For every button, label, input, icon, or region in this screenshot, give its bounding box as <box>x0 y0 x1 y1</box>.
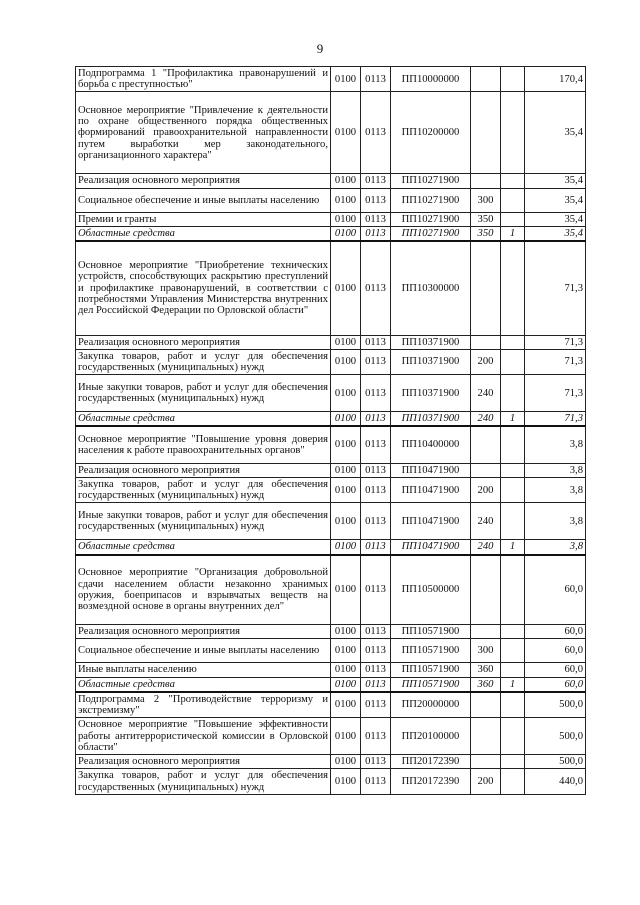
row-csr-code: ПП10471900 <box>391 540 471 555</box>
row-name: Закупка товаров, работ и услуг для обеспечения государственных (муниципальных) нужд <box>76 349 331 374</box>
row-gr-code: 0100 <box>331 241 361 335</box>
table-row <box>76 463 586 477</box>
row-kind-code <box>501 426 525 463</box>
table-row <box>76 226 586 241</box>
row-csr-code: ПП10471900 <box>391 478 471 503</box>
row-vr-code <box>471 241 501 335</box>
row-sum: 3,8 <box>525 463 586 477</box>
row-sum: 60,0 <box>525 555 586 625</box>
row-vr-code: 200 <box>471 349 501 374</box>
row-kind-code <box>501 663 525 677</box>
row-sum: 500,0 <box>525 755 586 769</box>
row-vr-code <box>471 67 501 92</box>
row-kind-code <box>501 174 525 188</box>
table-row <box>76 503 586 540</box>
row-kind-code <box>501 639 525 663</box>
row-name: Основное мероприятие "Привлечение к деятельности по охране общественного порядка общественных формирований правоохранительной направленности путем выработки мер законодательного, организационного характера" <box>76 92 331 174</box>
row-gr-code: 0100 <box>331 212 361 226</box>
row-sum: 500,0 <box>525 692 586 718</box>
row-name: Областные средства <box>76 677 331 692</box>
row-kind-code: 1 <box>501 412 525 427</box>
row-csr-code: ПП10300000 <box>391 241 471 335</box>
table-row <box>76 663 586 677</box>
row-vr-code: 360 <box>471 663 501 677</box>
row-rz-code: 0113 <box>361 349 391 374</box>
row-csr-code: ПП10200000 <box>391 92 471 174</box>
row-csr-code: ПП10571900 <box>391 663 471 677</box>
row-csr-code: ПП10371900 <box>391 375 471 412</box>
row-vr-code: 300 <box>471 188 501 212</box>
table-row <box>76 478 586 503</box>
row-name: Основное мероприятие "Повышение эффективности работы антитеррористической комиссии в Орловской области" <box>76 718 331 755</box>
row-rz-code: 0113 <box>361 663 391 677</box>
row-vr-code: 200 <box>471 769 501 794</box>
row-name: Основное мероприятие "Повышение уровня доверия населения к работе правоохранительных органов" <box>76 426 331 463</box>
row-csr-code: ПП10271900 <box>391 188 471 212</box>
row-name: Закупка товаров, работ и услуг для обеспечения государственных (муниципальных) нужд <box>76 769 331 794</box>
row-name: Областные средства <box>76 412 331 427</box>
row-csr-code: ПП10271900 <box>391 226 471 241</box>
table-row <box>76 426 586 463</box>
row-kind-code <box>501 335 525 349</box>
row-vr-code <box>471 755 501 769</box>
table-row <box>76 555 586 625</box>
row-rz-code: 0113 <box>361 625 391 639</box>
table-row <box>76 412 586 427</box>
row-rz-code: 0113 <box>361 769 391 794</box>
row-csr-code: ПП10000000 <box>391 67 471 92</box>
row-gr-code: 0100 <box>331 188 361 212</box>
row-sum: 71,3 <box>525 375 586 412</box>
row-sum: 3,8 <box>525 426 586 463</box>
row-sum: 60,0 <box>525 639 586 663</box>
row-rz-code: 0113 <box>361 67 391 92</box>
row-rz-code: 0113 <box>361 241 391 335</box>
budget-table <box>75 66 586 795</box>
row-rz-code: 0113 <box>361 478 391 503</box>
row-gr-code: 0100 <box>331 67 361 92</box>
row-vr-code: 240 <box>471 503 501 540</box>
row-rz-code: 0113 <box>361 463 391 477</box>
row-vr-code: 200 <box>471 478 501 503</box>
row-vr-code <box>471 625 501 639</box>
row-rz-code: 0113 <box>361 677 391 692</box>
row-csr-code: ПП10371900 <box>391 412 471 427</box>
row-kind-code <box>501 212 525 226</box>
row-gr-code: 0100 <box>331 226 361 241</box>
row-rz-code: 0113 <box>361 412 391 427</box>
row-csr-code: ПП10571900 <box>391 677 471 692</box>
row-csr-code: ПП10400000 <box>391 426 471 463</box>
row-csr-code: ПП20000000 <box>391 692 471 718</box>
row-csr-code: ПП10471900 <box>391 463 471 477</box>
row-name: Подпрограмма 2 "Противодействие терроризму и экстремизму" <box>76 692 331 718</box>
row-gr-code: 0100 <box>331 555 361 625</box>
row-sum: 60,0 <box>525 625 586 639</box>
row-sum: 3,8 <box>525 503 586 540</box>
table-row <box>76 212 586 226</box>
row-sum: 35,4 <box>525 92 586 174</box>
row-vr-code: 240 <box>471 412 501 427</box>
row-rz-code: 0113 <box>361 503 391 540</box>
row-name: Реализация основного мероприятия <box>76 335 331 349</box>
row-sum: 35,4 <box>525 188 586 212</box>
row-name: Иные закупки товаров, работ и услуг для обеспечения государственных (муниципальных) нужд <box>76 503 331 540</box>
row-name: Реализация основного мероприятия <box>76 463 331 477</box>
row-gr-code: 0100 <box>331 174 361 188</box>
row-name: Социальное обеспечение и иные выплаты населению <box>76 188 331 212</box>
table-row <box>76 625 586 639</box>
row-vr-code: 240 <box>471 375 501 412</box>
table-row <box>76 174 586 188</box>
row-name: Реализация основного мероприятия <box>76 174 331 188</box>
row-vr-code <box>471 335 501 349</box>
row-vr-code: 350 <box>471 226 501 241</box>
table-row <box>76 349 586 374</box>
row-sum: 71,3 <box>525 412 586 427</box>
row-csr-code: ПП10271900 <box>391 212 471 226</box>
row-vr-code: 360 <box>471 677 501 692</box>
row-vr-code <box>471 426 501 463</box>
row-kind-code <box>501 478 525 503</box>
row-vr-code <box>471 92 501 174</box>
row-gr-code: 0100 <box>331 755 361 769</box>
row-vr-code: 240 <box>471 540 501 555</box>
row-gr-code: 0100 <box>331 503 361 540</box>
row-rz-code: 0113 <box>361 335 391 349</box>
row-gr-code: 0100 <box>331 478 361 503</box>
row-csr-code: ПП10571900 <box>391 639 471 663</box>
table-row <box>76 755 586 769</box>
row-kind-code <box>501 555 525 625</box>
row-kind-code <box>501 349 525 374</box>
row-name: Реализация основного мероприятия <box>76 755 331 769</box>
table-row <box>76 677 586 692</box>
row-sum: 440,0 <box>525 769 586 794</box>
row-sum: 35,4 <box>525 212 586 226</box>
row-rz-code: 0113 <box>361 212 391 226</box>
row-gr-code: 0100 <box>331 335 361 349</box>
row-gr-code: 0100 <box>331 349 361 374</box>
table-row <box>76 718 586 755</box>
row-kind-code <box>501 375 525 412</box>
row-gr-code: 0100 <box>331 769 361 794</box>
row-vr-code: 300 <box>471 639 501 663</box>
row-rz-code: 0113 <box>361 188 391 212</box>
row-kind-code <box>501 769 525 794</box>
row-name: Премии и гранты <box>76 212 331 226</box>
row-gr-code: 0100 <box>331 412 361 427</box>
row-sum: 170,4 <box>525 67 586 92</box>
row-vr-code <box>471 174 501 188</box>
row-kind-code <box>501 503 525 540</box>
row-csr-code: ПП10571900 <box>391 625 471 639</box>
row-sum: 35,4 <box>525 226 586 241</box>
budget-table-body <box>76 67 586 795</box>
row-vr-code: 350 <box>471 212 501 226</box>
row-sum: 35,4 <box>525 174 586 188</box>
row-csr-code: ПП20172390 <box>391 769 471 794</box>
row-gr-code: 0100 <box>331 426 361 463</box>
row-sum: 71,3 <box>525 241 586 335</box>
row-csr-code: ПП10371900 <box>391 349 471 374</box>
row-kind-code <box>501 188 525 212</box>
row-rz-code: 0113 <box>361 375 391 412</box>
row-kind-code <box>501 92 525 174</box>
table-row <box>76 335 586 349</box>
row-kind-code <box>501 241 525 335</box>
row-kind-code <box>501 625 525 639</box>
row-gr-code: 0100 <box>331 463 361 477</box>
row-sum: 71,3 <box>525 335 586 349</box>
row-name: Иные закупки товаров, работ и услуг для обеспечения государственных (муниципальных) нужд <box>76 375 331 412</box>
row-kind-code: 1 <box>501 540 525 555</box>
row-name: Иные выплаты населению <box>76 663 331 677</box>
row-rz-code: 0113 <box>361 426 391 463</box>
row-sum: 60,0 <box>525 663 586 677</box>
row-gr-code: 0100 <box>331 692 361 718</box>
row-vr-code <box>471 555 501 625</box>
row-name: Областные средства <box>76 540 331 555</box>
row-name: Реализация основного мероприятия <box>76 625 331 639</box>
row-rz-code: 0113 <box>361 718 391 755</box>
page-number: 9 <box>316 41 324 56</box>
row-kind-code <box>501 718 525 755</box>
row-rz-code: 0113 <box>361 755 391 769</box>
table-row <box>76 67 586 92</box>
row-name: Социальное обеспечение и иные выплаты населению <box>76 639 331 663</box>
row-rz-code: 0113 <box>361 555 391 625</box>
row-sum: 60,0 <box>525 677 586 692</box>
row-rz-code: 0113 <box>361 226 391 241</box>
row-rz-code: 0113 <box>361 540 391 555</box>
row-sum: 71,3 <box>525 349 586 374</box>
row-gr-code: 0100 <box>331 639 361 663</box>
table-row <box>76 540 586 555</box>
row-kind-code <box>501 67 525 92</box>
row-kind-code <box>501 692 525 718</box>
row-csr-code: ПП10371900 <box>391 335 471 349</box>
row-gr-code: 0100 <box>331 663 361 677</box>
row-csr-code: ПП10471900 <box>391 503 471 540</box>
row-sum: 3,8 <box>525 540 586 555</box>
row-kind-code <box>501 463 525 477</box>
row-name: Основное мероприятие "Приобретение технических устройств, способствующих раскрытию преступлений и профилактике правонарушений, в соответствии с потребностями Управления Министерства внутренних дел Российской Федерации по Орловской области" <box>76 241 331 335</box>
row-sum: 500,0 <box>525 718 586 755</box>
row-kind-code <box>501 755 525 769</box>
row-gr-code: 0100 <box>331 375 361 412</box>
row-name: Основное мероприятие "Организация добровольной сдачи населением области незаконно хранимых оружия, боеприпасов и взрывчатых веществ на возмездной основе в органы внутренних дел" <box>76 555 331 625</box>
row-csr-code: ПП20100000 <box>391 718 471 755</box>
row-rz-code: 0113 <box>361 174 391 188</box>
row-kind-code: 1 <box>501 677 525 692</box>
row-csr-code: ПП10271900 <box>391 174 471 188</box>
table-row <box>76 241 586 335</box>
row-name: Подпрограмма 1 "Профилактика правонарушений и борьба с преступностью" <box>76 67 331 92</box>
table-row <box>76 188 586 212</box>
row-gr-code: 0100 <box>331 92 361 174</box>
row-vr-code <box>471 463 501 477</box>
row-name: Закупка товаров, работ и услуг для обеспечения государственных (муниципальных) нужд <box>76 478 331 503</box>
table-row <box>76 92 586 174</box>
row-vr-code <box>471 692 501 718</box>
table-row <box>76 692 586 718</box>
row-csr-code: ПП10500000 <box>391 555 471 625</box>
table-row <box>76 639 586 663</box>
row-vr-code <box>471 718 501 755</box>
row-sum: 3,8 <box>525 478 586 503</box>
row-rz-code: 0113 <box>361 92 391 174</box>
table-row <box>76 769 586 794</box>
row-name: Областные средства <box>76 226 331 241</box>
row-gr-code: 0100 <box>331 625 361 639</box>
row-gr-code: 0100 <box>331 677 361 692</box>
row-gr-code: 0100 <box>331 540 361 555</box>
row-gr-code: 0100 <box>331 718 361 755</box>
table-row <box>76 375 586 412</box>
row-csr-code: ПП20172390 <box>391 755 471 769</box>
row-kind-code: 1 <box>501 226 525 241</box>
row-rz-code: 0113 <box>361 639 391 663</box>
row-rz-code: 0113 <box>361 692 391 718</box>
